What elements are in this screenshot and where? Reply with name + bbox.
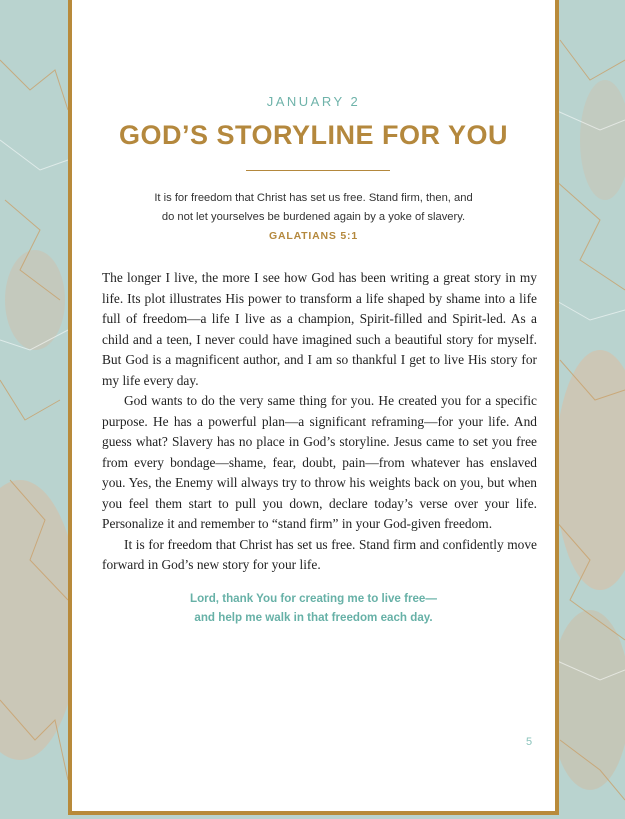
page-number: 5 [526, 736, 533, 748]
closing-prayer [72, 589, 555, 627]
devotional-title: GOD’S STORYLINE FOR YOU [118, 120, 509, 150]
devotional-page [68, 0, 559, 815]
body-paragraph: It is for freedom that Christ has set us free. Stand firm and confidently move forward in God’s new story for your life. [102, 536, 537, 572]
scripture-reference: GALATIANS 5:1 [269, 230, 358, 242]
scripture-line-2: do not let yourselves be burdened again by a yoke of slavery. [161, 211, 466, 223]
scripture-verse [102, 189, 525, 227]
prayer-line-1: Lord, thank You for creating me to live free— [190, 592, 437, 605]
devotional-date: JANUARY 2 [266, 94, 361, 109]
devotional-body [102, 268, 537, 576]
prayer-line-2: and help me walk in that freedom each day. [194, 611, 433, 624]
scripture-line-1: It is for freedom that Christ has set us free. Stand firm, then, and [154, 192, 473, 204]
title-divider [246, 170, 390, 171]
body-paragraph: God wants to do the very same thing for you. He created you for a specific purpose. He has a powerful plan—a significant reframing—for your life. And guess what? Slavery has no place in God’s storyline. Jesus came to set you free from every bondage—shame, fear, doubt, pain—from whatever has enslaved you. Yes, the Enemy will always try to throw his weights back on you, but when you feel them start to pull you down, declare today’s verse over your life. Personalize it and remember to “stand firm” in your God-given freedom. [102, 393, 537, 531]
body-paragraph: The longer I live, the more I see how God has been writing a great story in my life. Its plot illustrates His power to transform a life shaped by shame into a life full of freedom—a life I live as a champion, Spirit-filled and Spirit-led. As a child and a teen, I never could have imagined such a beautiful story for myself. But God is a magnificent author, and I am so thankful I get to live His story for my life every day. [102, 270, 537, 388]
